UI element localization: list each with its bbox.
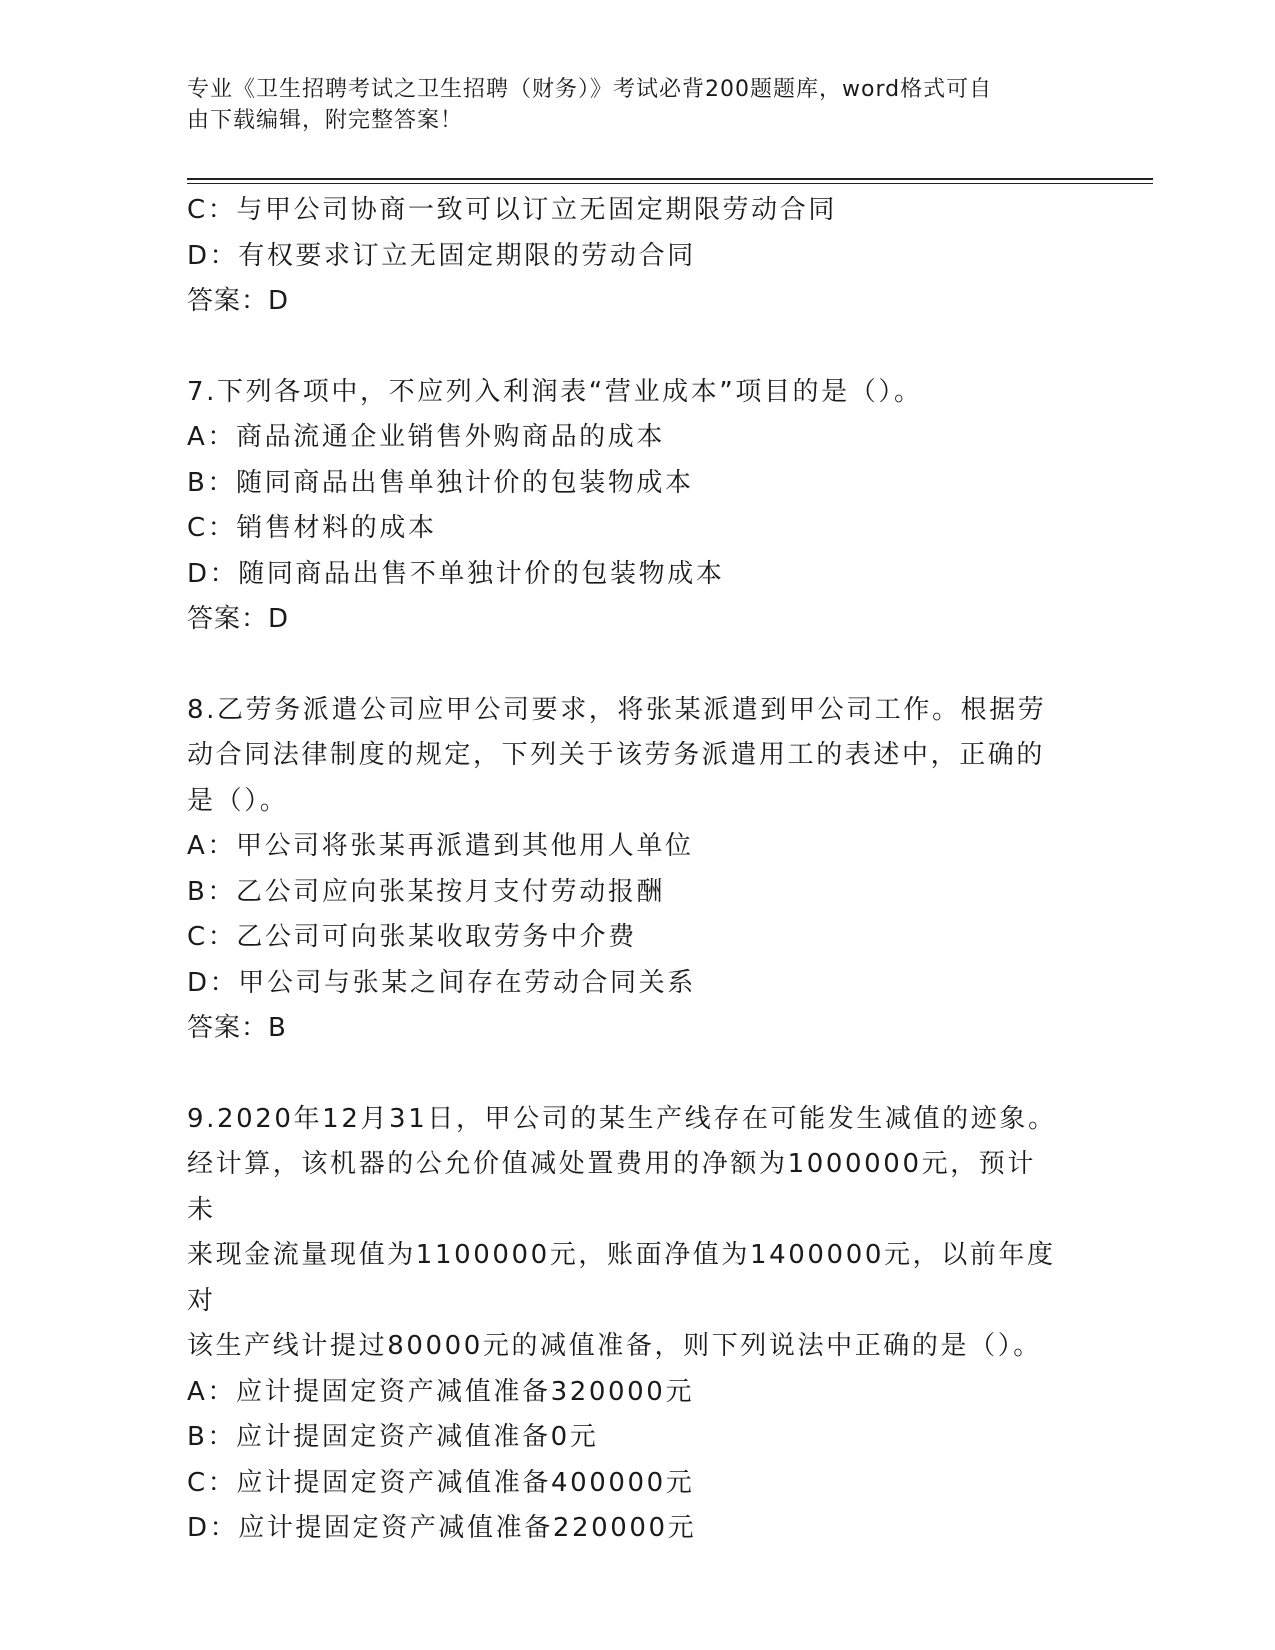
question-9 — [187, 1097, 1057, 1552]
question-stem: 7.下列各项中，不应列入利润表“营业成本”项目的是（）。 — [187, 376, 923, 407]
header-divider-thick — [187, 178, 1153, 180]
question-content — [187, 188, 1057, 1552]
spacer — [187, 643, 1057, 688]
option-d: D：应计提固定资产减值准备220000元 — [187, 1513, 697, 1543]
answer: 答案：D — [187, 286, 290, 316]
page-header — [187, 74, 1067, 136]
option-c: C：乙公司可向张某收取劳务中介费 — [187, 922, 637, 952]
option-b: B：乙公司应向张某按月支付劳动报酬 — [187, 876, 666, 907]
option-c: C：与甲公司协商一致可以订立无固定期限劳动合同 — [187, 195, 837, 225]
question-stem-line-1: 9.2020年12月31日，甲公司的某生产线存在可能发生减值的迹象。 — [187, 1103, 1057, 1134]
option-c: C：销售材料的成本 — [187, 513, 437, 543]
option-b: B：随同商品出售单独计价的包装物成本 — [187, 467, 694, 498]
header-line-1: 专业《卫生招聘考试之卫生招聘（财务）》考试必背200题题库，word格式可自 — [187, 77, 993, 102]
answer: 答案：D — [187, 604, 290, 634]
option-b: B：应计提固定资产减值准备0元 — [187, 1422, 599, 1452]
spacer — [187, 1052, 1057, 1097]
header-line-2: 由下载编辑，附完整答案！ — [187, 108, 464, 133]
question-stem-line-3: 是（）。 — [187, 785, 289, 816]
question-7 — [187, 370, 1057, 643]
question-stem-line-1: 8.乙劳务派遣公司应甲公司要求，将张某派遣到甲公司工作。根据劳 — [187, 694, 1047, 725]
spacer — [187, 325, 1057, 370]
question-stem-line-4: 该生产线计提过80000元的减值准备，则下列说法中正确的是（）。 — [187, 1331, 1042, 1361]
question-8 — [187, 688, 1057, 1052]
question-6-tail — [187, 188, 1057, 325]
option-a: A：甲公司将张某再派遣到其他用人单位 — [187, 831, 694, 861]
option-d: D：甲公司与张某之间存在劳动合同关系 — [187, 967, 696, 998]
question-stem-line-2: 动合同法律制度的规定，下列关于该劳务派遣用工的表述中，正确的 — [187, 740, 1046, 770]
option-a: A：商品流通企业销售外购商品的成本 — [187, 422, 665, 452]
option-d: D：随同商品出售不单独计价的包装物成本 — [187, 558, 725, 589]
question-stem-line-2: 经计算，该机器的公允价值减处置费用的净额为1000000元，预计未 — [187, 1149, 1036, 1225]
header-divider-thin — [187, 183, 1153, 184]
option-c: C：应计提固定资产减值准备400000元 — [187, 1467, 695, 1498]
question-stem-line-3: 来现金流量现值为1100000元，账面净值为1400000元，以前年度对 — [187, 1240, 1056, 1316]
answer: 答案：B — [187, 1013, 287, 1043]
option-d: D：有权要求订立无固定期限的劳动合同 — [187, 240, 696, 271]
option-a: A：应计提固定资产减值准备320000元 — [187, 1376, 695, 1407]
